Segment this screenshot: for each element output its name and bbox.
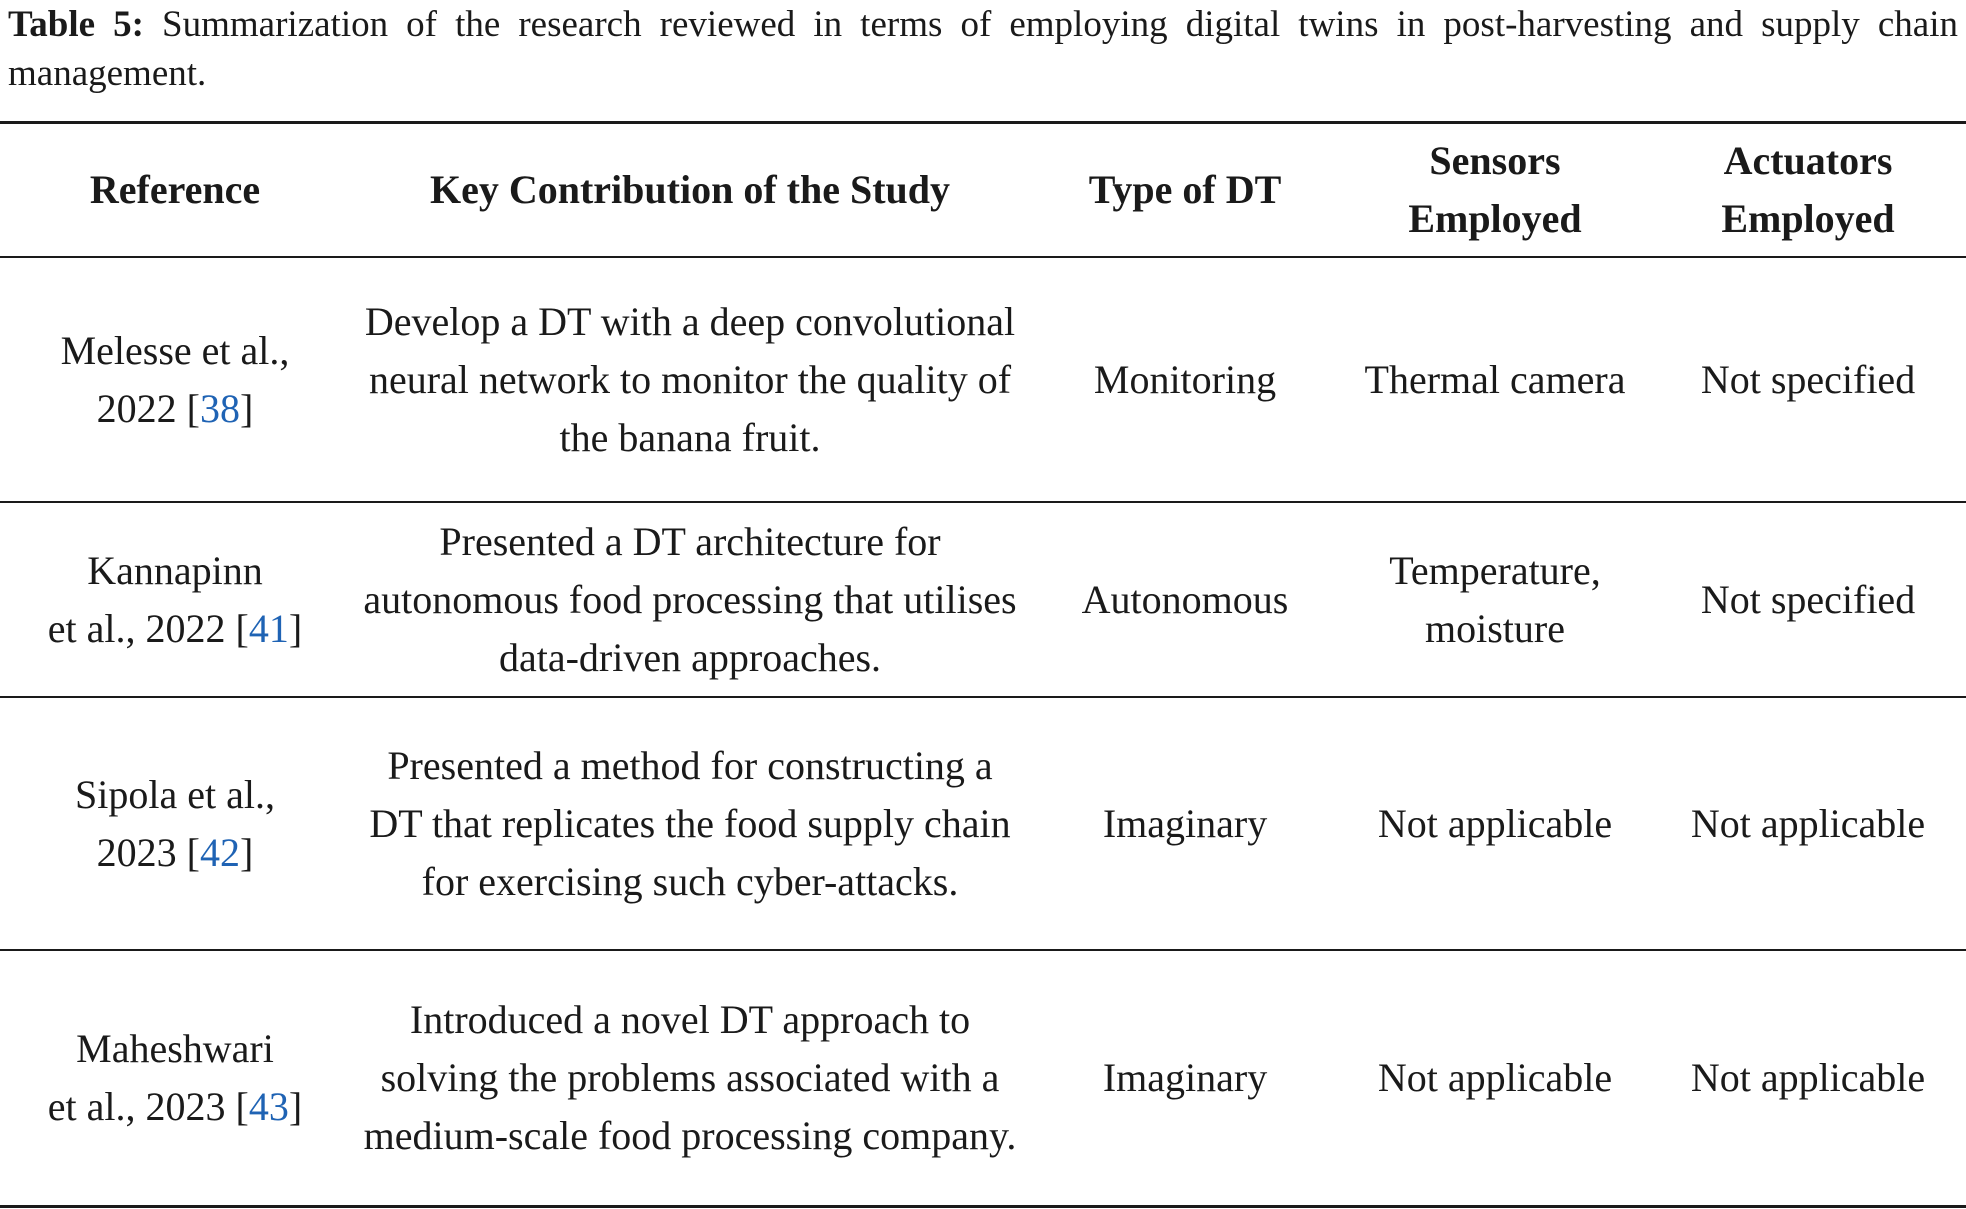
table-row — [0, 950, 1966, 1206]
reference-bracket: ] — [240, 829, 254, 875]
cell-sensors: Not applicable — [1340, 697, 1650, 950]
cell-reference — [0, 950, 350, 1206]
cell-type: Autonomous — [1030, 502, 1340, 697]
reference-author: Kannapinn — [87, 547, 263, 593]
reference-year: et al., 2023 [ — [47, 1083, 249, 1129]
cell-type: Monitoring — [1030, 257, 1340, 502]
summary-table — [0, 121, 1966, 1208]
cell-type: Imaginary — [1030, 950, 1340, 1206]
reference-author: Maheshwari — [76, 1025, 274, 1071]
reference-year: et al., 2022 [ — [47, 605, 249, 651]
reference-bracket: ] — [288, 605, 303, 651]
reference-year-line — [10, 380, 340, 438]
cell-contribution: Develop a DT with a deep convolutional neural network to monitor the quality of the banana fruit. — [350, 257, 1030, 502]
cell-reference — [0, 697, 350, 950]
cell-reference — [0, 502, 350, 697]
citation-link[interactable]: 41 — [248, 605, 289, 651]
reference-year-line — [10, 824, 340, 882]
citation-link[interactable]: 38 — [200, 385, 240, 431]
cell-actuators: Not specified — [1650, 257, 1966, 502]
header-type-of-dt: Type of DT — [1030, 123, 1340, 258]
caption-label: Table 5: — [8, 4, 144, 45]
reference-year-line — [10, 1078, 340, 1136]
cell-actuators: Not applicable — [1650, 697, 1966, 950]
reference-year: 2023 [ — [96, 829, 200, 875]
reference-year-line — [10, 600, 340, 658]
table-caption — [8, 0, 1958, 98]
table-row — [0, 697, 1966, 950]
reference-bracket: ] — [240, 385, 254, 431]
cell-actuators: Not applicable — [1650, 950, 1966, 1206]
header-actuators-employed: Actuators Employed — [1650, 123, 1966, 258]
cell-sensors: Temperature, moisture — [1340, 502, 1650, 697]
cell-sensors: Thermal camera — [1340, 257, 1650, 502]
cell-contribution: Introduced a novel DT approach to solving the problems associated with a medium-scale food processing company. — [350, 950, 1030, 1206]
header-reference: Reference — [0, 123, 350, 258]
citation-link[interactable]: 42 — [200, 829, 240, 875]
caption-text: Summarization of the research reviewed in terms of employing digital twins in post-harvesting and supply chain management. — [8, 4, 1958, 94]
header-sensors-employed: Sensors Employed — [1340, 123, 1650, 258]
reference-author: Melesse et al., — [60, 327, 290, 373]
reference-author: Sipola et al., — [75, 771, 275, 817]
cell-sensors: Not applicable — [1340, 950, 1650, 1206]
reference-year: 2022 [ — [96, 385, 200, 431]
citation-link[interactable]: 43 — [248, 1083, 289, 1129]
cell-type: Imaginary — [1030, 697, 1340, 950]
cell-actuators: Not specified — [1650, 502, 1966, 697]
header-key-contribution: Key Contribution of the Study — [350, 123, 1030, 258]
cell-contribution: Presented a DT architecture for autonomous food processing that utilises data-driven approaches. — [350, 502, 1030, 697]
table-header-row — [0, 123, 1966, 258]
cell-reference — [0, 257, 350, 502]
reference-bracket: ] — [288, 1083, 303, 1129]
table-row — [0, 257, 1966, 502]
table-row — [0, 502, 1966, 697]
cell-contribution: Presented a method for constructing a DT that replicates the food supply chain for exercising such cyber-attacks. — [350, 697, 1030, 950]
